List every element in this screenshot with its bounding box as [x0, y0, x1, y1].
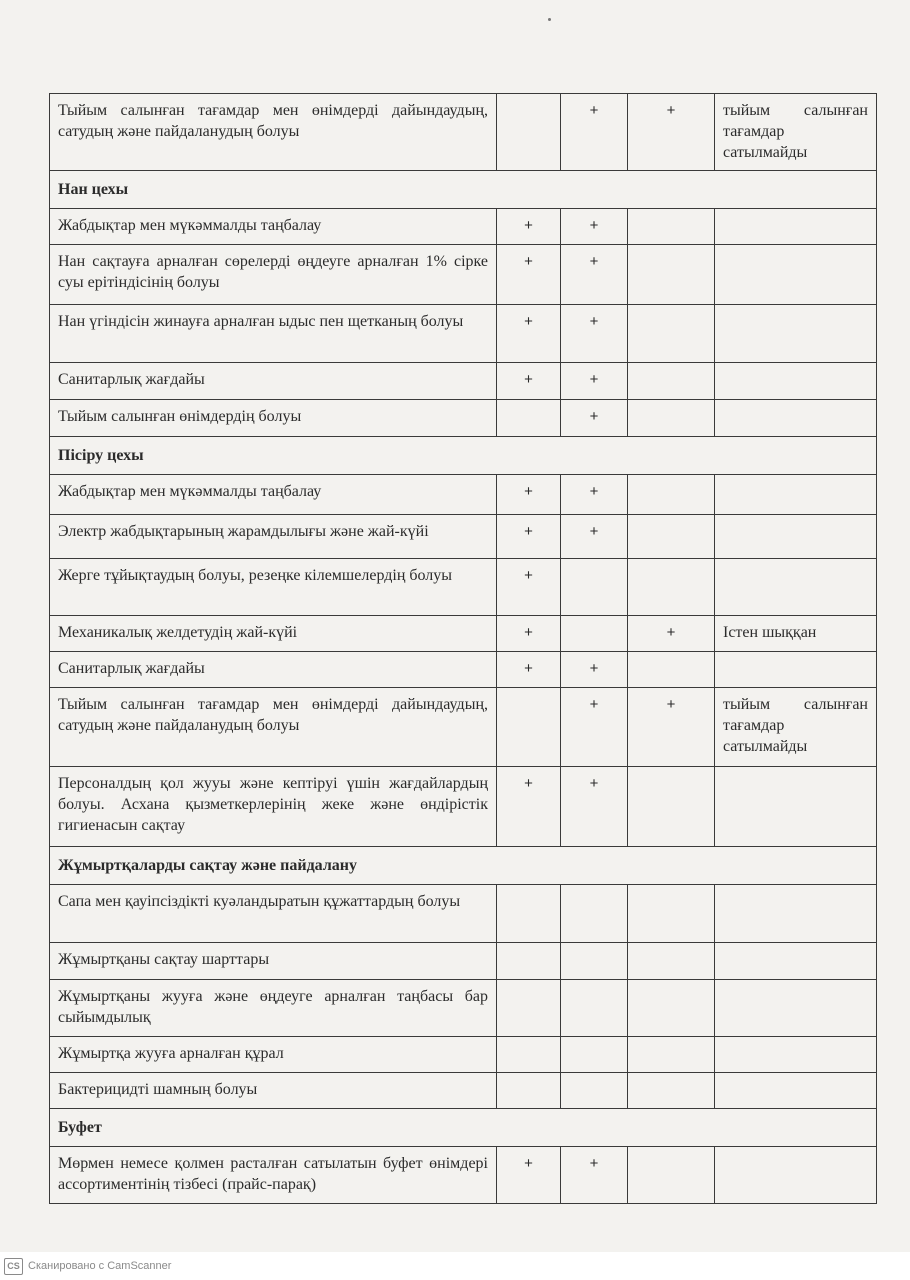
mark-cell-3: [628, 475, 715, 515]
table-row: [50, 515, 877, 559]
mark-cell-3: [628, 209, 715, 245]
table-row: [50, 767, 877, 847]
criterion-cell: Тыйым салынған өнімдердің болуы: [50, 400, 497, 437]
mark-cell-1: +: [497, 767, 561, 847]
mark-cell-2: +: [561, 515, 628, 559]
note-cell: [715, 1073, 877, 1109]
table-row: [50, 559, 877, 616]
table-row: [50, 688, 877, 767]
mark-cell-2: +: [561, 305, 628, 363]
criterion-cell: Жұмыртқа жууға арналған құрал: [50, 1037, 497, 1073]
table-row: [50, 1037, 877, 1073]
mark-cell-2: [561, 980, 628, 1037]
criterion-cell: Персоналдың қол жууы және кептіруі үшін жағдайлардың болуы. Асхана қызметкерлерінің жеке және өндірістік гигиенасын сақтау: [50, 767, 497, 847]
section-title: Пісіру цехы: [50, 437, 877, 475]
section-row: [50, 437, 877, 475]
checklist-table: [49, 93, 877, 1204]
mark-cell-1: [497, 943, 561, 980]
criterion-cell: Мөрмен немесе қолмен расталған сатылатын буфет өнімдері ассортиментінің тізбесі (прайс-парақ): [50, 1147, 497, 1204]
mark-cell-2: [561, 1073, 628, 1109]
section-row: [50, 171, 877, 209]
criterion-cell: Жұмыртқаны сақтау шарттары: [50, 943, 497, 980]
mark-cell-1: +: [497, 363, 561, 400]
scanner-footer: [0, 1252, 910, 1280]
criterion-cell: Бактерицидті шамның болуы: [50, 1073, 497, 1109]
table-row: [50, 94, 877, 171]
scan-speck: [548, 18, 551, 21]
mark-cell-2: +: [561, 652, 628, 688]
criterion-cell: Тыйым салынған тағамдар мен өнімдерді дайындаудың, сатудың және пайдаланудың болуы: [50, 94, 497, 171]
note-cell: [715, 305, 877, 363]
table-row: [50, 652, 877, 688]
mark-cell-2: [561, 885, 628, 943]
mark-cell-2: [561, 559, 628, 616]
criterion-cell: Нан үгіндісін жинауға арналған ыдыс пен щетканың болуы: [50, 305, 497, 363]
mark-cell-3: [628, 363, 715, 400]
mark-cell-1: [497, 885, 561, 943]
section-title: Буфет: [50, 1109, 877, 1147]
mark-cell-3: [628, 305, 715, 363]
criterion-cell: Жабдықтар мен мүкәммалды таңбалау: [50, 475, 497, 515]
note-cell: тыйым салынған тағамдар сатылмайды: [715, 94, 877, 171]
mark-cell-3: [628, 1147, 715, 1204]
note-cell: [715, 559, 877, 616]
mark-cell-3: [628, 1037, 715, 1073]
mark-cell-2: +: [561, 475, 628, 515]
mark-cell-3: [628, 980, 715, 1037]
mark-cell-2: [561, 1037, 628, 1073]
mark-cell-2: +: [561, 209, 628, 245]
mark-cell-3: [628, 943, 715, 980]
note-cell: [715, 767, 877, 847]
section-title: Нан цехы: [50, 171, 877, 209]
mark-cell-3: +: [628, 688, 715, 767]
mark-cell-3: [628, 1073, 715, 1109]
table-row: [50, 616, 877, 652]
camscanner-logo: CS: [4, 1258, 23, 1275]
section-row: [50, 1109, 877, 1147]
table-row: [50, 980, 877, 1037]
note-cell: [715, 1147, 877, 1204]
note-cell: [715, 515, 877, 559]
mark-cell-3: [628, 245, 715, 305]
mark-cell-2: +: [561, 767, 628, 847]
criterion-cell: Жабдықтар мен мүкәммалды таңбалау: [50, 209, 497, 245]
mark-cell-2: [561, 616, 628, 652]
mark-cell-3: [628, 652, 715, 688]
table-row: [50, 245, 877, 305]
table-row: [50, 363, 877, 400]
scanner-watermark-text: Сканировано с CamScanner: [28, 1260, 172, 1272]
section-row: [50, 847, 877, 885]
mark-cell-3: +: [628, 94, 715, 171]
note-cell: [715, 363, 877, 400]
mark-cell-1: [497, 980, 561, 1037]
table-row: [50, 209, 877, 245]
mark-cell-3: [628, 885, 715, 943]
table-row: [50, 400, 877, 437]
criterion-cell: Жерге тұйықтаудың болуы, резеңке кілемшелердің болуы: [50, 559, 497, 616]
criterion-cell: Нан сақтауға арналған сөрелерді өңдеуге арналған 1% сірке суы ерітіндісінің болуы: [50, 245, 497, 305]
note-cell: [715, 1037, 877, 1073]
note-cell: [715, 400, 877, 437]
mark-cell-1: +: [497, 515, 561, 559]
note-cell: [715, 475, 877, 515]
note-cell: [715, 245, 877, 305]
criterion-cell: Санитарлық жағдайы: [50, 363, 497, 400]
table-row: [50, 475, 877, 515]
mark-cell-2: [561, 943, 628, 980]
mark-cell-2: +: [561, 363, 628, 400]
mark-cell-1: +: [497, 209, 561, 245]
criterion-cell: Тыйым салынған тағамдар мен өнімдерді дайындаудың, сатудың және пайдаланудың болуы: [50, 688, 497, 767]
note-cell: [715, 652, 877, 688]
mark-cell-2: +: [561, 1147, 628, 1204]
note-cell: [715, 943, 877, 980]
criterion-cell: Механикалық желдетудің жай-күйі: [50, 616, 497, 652]
note-cell: тыйым салынған тағамдар сатылмайды: [715, 688, 877, 767]
mark-cell-2: +: [561, 400, 628, 437]
mark-cell-1: +: [497, 1147, 561, 1204]
note-cell: [715, 980, 877, 1037]
note-cell: [715, 885, 877, 943]
mark-cell-1: [497, 1037, 561, 1073]
mark-cell-3: [628, 400, 715, 437]
mark-cell-1: +: [497, 559, 561, 616]
mark-cell-1: +: [497, 652, 561, 688]
table-row: [50, 885, 877, 943]
mark-cell-1: +: [497, 475, 561, 515]
criterion-cell: Санитарлық жағдайы: [50, 652, 497, 688]
mark-cell-1: [497, 1073, 561, 1109]
mark-cell-2: +: [561, 688, 628, 767]
criterion-cell: Электр жабдықтарының жарамдылығы және жай-күйі: [50, 515, 497, 559]
table-row: [50, 943, 877, 980]
criterion-cell: Сапа мен қауіпсіздікті куәландыратын құжаттардың болуы: [50, 885, 497, 943]
mark-cell-1: +: [497, 245, 561, 305]
table-row: [50, 305, 877, 363]
note-cell: [715, 209, 877, 245]
mark-cell-3: [628, 559, 715, 616]
mark-cell-1: +: [497, 616, 561, 652]
mark-cell-1: +: [497, 305, 561, 363]
mark-cell-1: [497, 400, 561, 437]
mark-cell-3: [628, 515, 715, 559]
note-cell: Істен шыққан: [715, 616, 877, 652]
mark-cell-1: [497, 688, 561, 767]
table-row: [50, 1073, 877, 1109]
section-title: Жұмыртқаларды сақтау және пайдалану: [50, 847, 877, 885]
criterion-cell: Жұмыртқаны жууға және өңдеуге арналған таңбасы бар сыйымдылық: [50, 980, 497, 1037]
mark-cell-3: [628, 767, 715, 847]
table-row: [50, 1147, 877, 1204]
mark-cell-1: [497, 94, 561, 171]
mark-cell-2: +: [561, 245, 628, 305]
mark-cell-3: +: [628, 616, 715, 652]
mark-cell-2: +: [561, 94, 628, 171]
